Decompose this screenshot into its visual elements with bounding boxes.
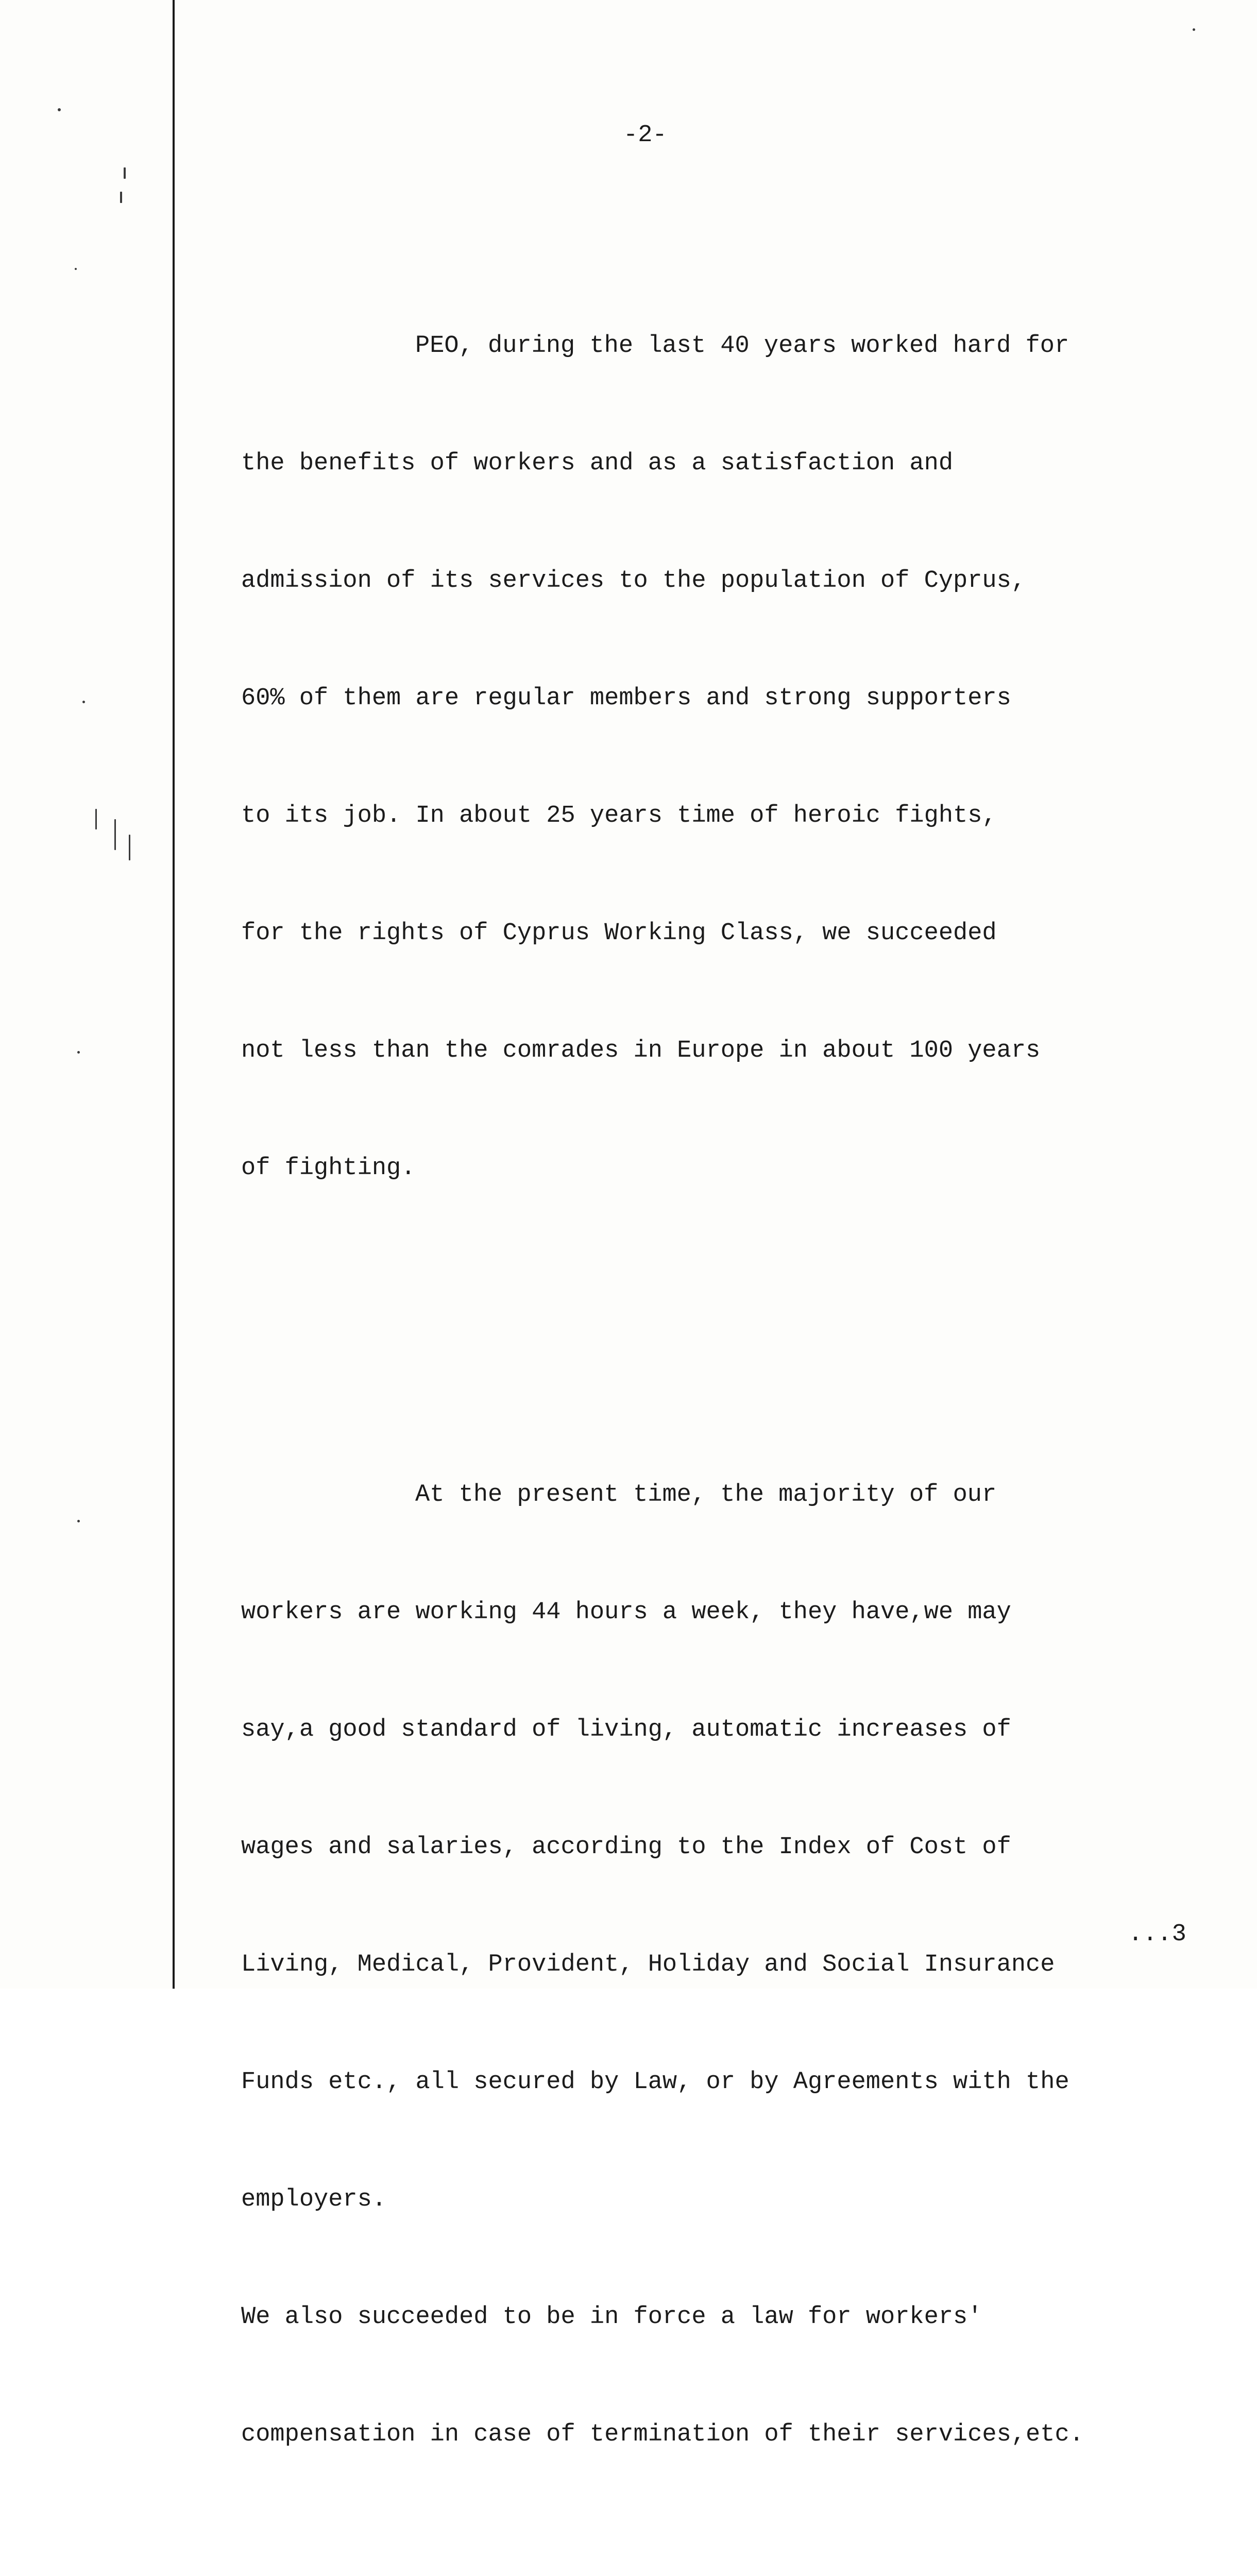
letter-body [241,170,1179,2576]
text-line: the benefits of workers and as a satisfaction and [241,450,954,477]
text-line: not less than the comrades in Europe in about 100 years [241,1037,1041,1064]
text-line: for the rights of Cyprus Working Class, we succeeded [241,920,997,947]
margin-rule [173,0,175,1989]
scan-speck [77,1051,80,1054]
text-line: At the present time, the majority of our [415,1481,997,1509]
text-line: Living, Medical, Provident, Holiday and Social Insurance [241,1951,1055,1978]
paragraph-peo-history [241,248,1179,1266]
text-line: wages and salaries, according to the Index of Cost of [241,1834,1011,1861]
scan-speck [124,167,126,179]
text-line: Funds etc., all secured by Law, or by Agreements with the [241,2069,1069,2096]
text-line: PEO, during the last 40 years worked hard for [415,332,1069,360]
continuation-marker: ...3 [1128,1921,1186,1948]
text-line: workers are working 44 hours a week, they have,we may [241,1599,1011,1626]
scan-speck [129,835,130,860]
text-line: of fighting. [241,1155,416,1182]
text-line: We also succeeded to be in force a law for workers' [241,2303,982,2331]
paragraph-present-time [241,1397,1179,2533]
text-line: say,a good standard of living, automatic increases of [241,1716,1011,1743]
page-number: -2- [623,122,667,149]
text-line: admission of its services to the population of Cyprus, [241,567,1026,595]
scan-speck [75,268,77,270]
scan-speck [95,809,97,829]
text-line: to its job. In about 25 years time of heroic fights, [241,802,997,829]
scan-speck [77,1520,80,1522]
scan-speck [120,192,122,203]
scan-speck [1193,28,1195,31]
text-line: 60% of them are regular members and strong supporters [241,685,1011,712]
text-line: employers. [241,2186,387,2213]
scan-speck [114,819,116,850]
scan-speck [58,108,61,111]
scan-speck [82,701,85,703]
text-line: compensation in case of termination of their services,etc. [241,2421,1084,2448]
